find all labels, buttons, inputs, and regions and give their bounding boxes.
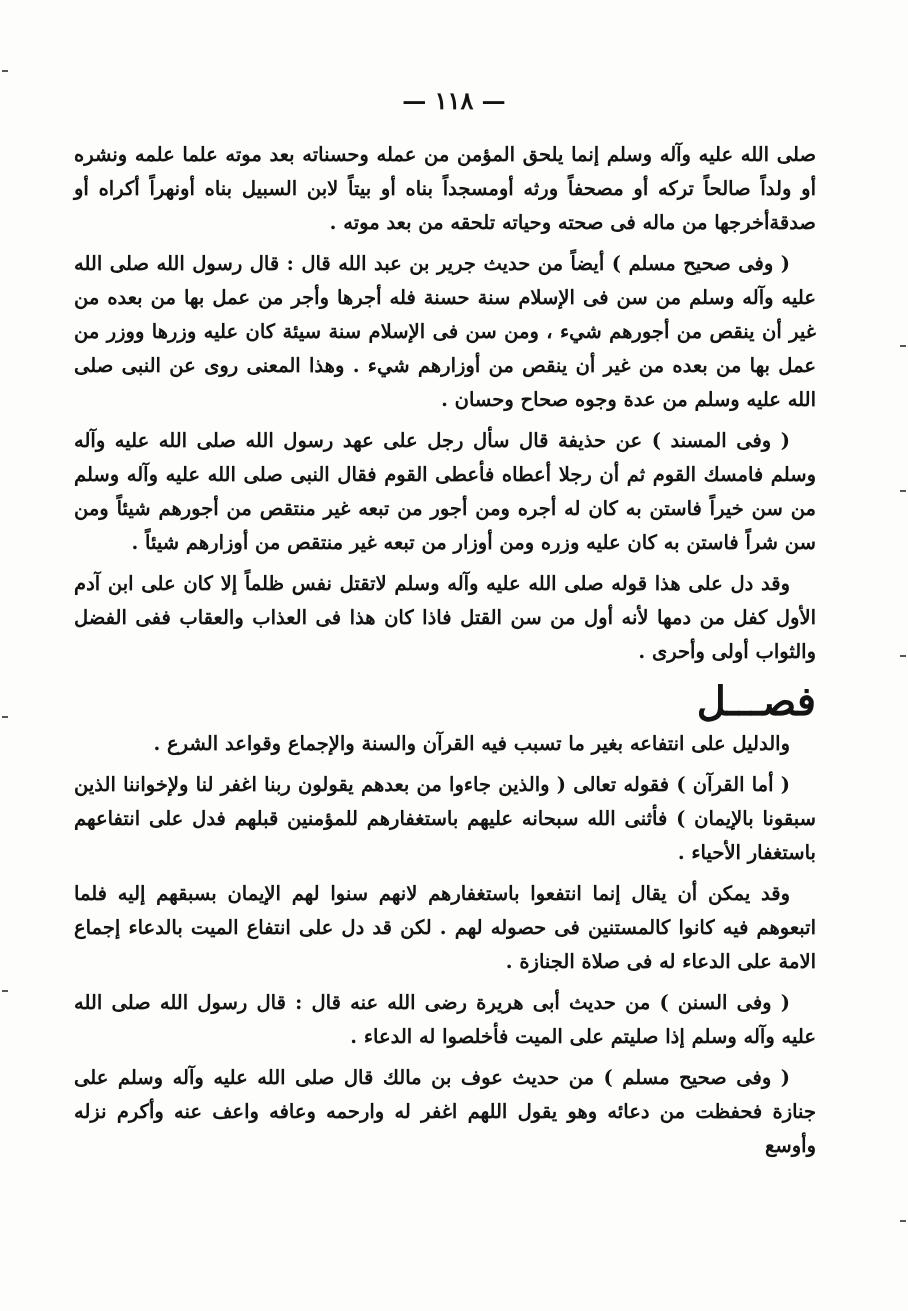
- section-paragraph-1: والدليل على انتفاعه بغير ما تسبب فيه القرآن والسنة والإجماع وقواعد الشرع .: [153, 732, 790, 755]
- margin-mark: [2, 70, 8, 72]
- paragraph-4: وقد دل على هذا قوله صلى الله عليه وآله وسلم لاتقتل نفس ظلماً إلا كان على ابن آدم الأول كفل من دمها لأنه أول من سن القتل فاذا كان هذا فى العذاب والعقاب ففى الفضل والثواب أولى وأحرى .: [74, 572, 816, 663]
- section-paragraph-5: ( وفى صحيح مسلم ) من حديث عوف بن مالك قال صلى الله عليه وآله وسلم على جنازة فحفظت من دعائه وهو يقول اللهم اغفر له وارحمه وعافه واعف عنه وأكرم نزله وأوسع: [74, 1066, 816, 1157]
- margin-mark: [900, 655, 906, 657]
- margin-mark: [2, 716, 8, 718]
- page-number: — ١١٨ —: [402, 86, 506, 115]
- margin-mark: [2, 990, 8, 992]
- section-paragraph-3: وقد يمكن أن يقال إنما انتفعوا باستغفارهم لانهم سنوا لهم الإيمان بسبقهم إليه فلما اتبعوهم فيه كانوا كالمستنين فى حصوله لهم . لكن قد دل على انتفاع الميت بالدعاء إجماع الامة على الدعاء له فى صلاة الجنازة .: [74, 882, 816, 973]
- paragraph-2: ( وفى صحيح مسلم ) أيضاً من حديث جرير بن عبد الله قال : قال رسول الله صلى الله عليه وآله وسلم من سن فى الإسلام سنة حسنة فله أجرها وأجر من عمل بها من بعده من غير أن ينقص من أجورهم شيء ، ومن سن فى الإسلام سنة سيئة كان عليه وزرها ووزر من عمل بها من بعده من غير أن ينقص من أوزارهم شيء . وهذا المعنى روى عن النبى صلى الله عليه وسلم من عدة وجوه صحاح وحسان .: [74, 252, 816, 411]
- section-paragraph-4: ( وفى السنن ) من حديث أبى هريرة رضى الله عنه قال : قال رسول الله صلى الله عليه وآله وسلم إذا صليتم على الميت فأخلصوا له الدعاء .: [74, 991, 816, 1048]
- paragraph-3: ( وفى المسند ) عن حذيفة قال سأل رجل على عهد رسول الله صلى الله عليه وآله وسلم فامسك القوم ثم أن رجلا أعطاه فأعطى القوم فقال النبى صلى الله عليه وآله وسلم من سن خيراً فاستن به كان له أجره ومن أجور من تبعه غير منتقص من أجورهم شيئاً ومن سن شراً فاستن به كان عليه وزره ومن أوزار من تبعه غير منتقص من أوزارهم شيئاً .: [74, 429, 816, 554]
- margin-mark: [900, 345, 906, 347]
- margin-mark: [900, 490, 906, 492]
- section-heading: فصـــل: [696, 678, 816, 725]
- paragraph-1: صلى الله عليه وآله وسلم إنما يلحق المؤمن من عمله وحسناته بعد موته علما علمه ونشره أو ولداً صالحاً تركه أو مصحفاً ورثه أومسجداً بناه أو بيتاً لابن السبيل بناه أونهراً أكراه أو صدقةأخرجها من ماله فى صحته وحياته تلحقه من بعد موته .: [74, 143, 816, 234]
- margin-mark: [900, 1220, 906, 1222]
- page-body: [74, 138, 816, 1170]
- section-paragraph-2: ( أما القرآن ) فقوله تعالى ( والذين جاءوا من بعدهم يقولون ربنا اغفر لنا ولإخواننا الذين سبقونا بالإيمان ) فأثنى الله سبحانه عليهم باستغفارهم للمؤمنين قبلهم فدل على انتفاعهم باستغفار الأحياء .: [74, 773, 816, 864]
